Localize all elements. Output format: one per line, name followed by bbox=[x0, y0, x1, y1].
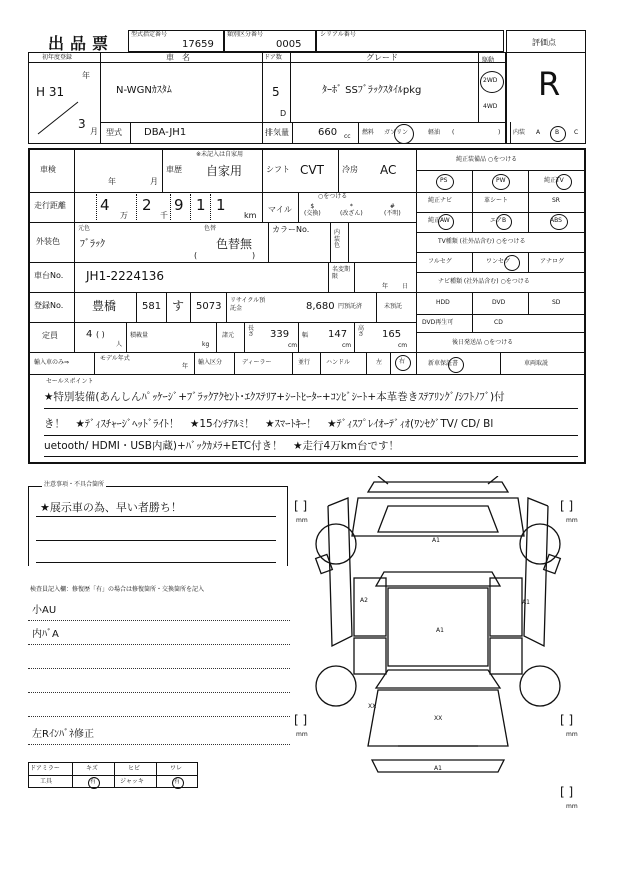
capacity: 4 bbox=[86, 329, 93, 340]
parallel: 並行 bbox=[298, 359, 311, 366]
first-reg-era: H 31 bbox=[36, 85, 65, 99]
mm-rear: mm bbox=[566, 803, 578, 810]
chassis: JH1-2224136 bbox=[86, 269, 164, 283]
score-label: 評価点 bbox=[532, 38, 556, 47]
name-label: 車 名 bbox=[166, 53, 190, 62]
swap-hint: ○をつける bbox=[318, 193, 348, 200]
mileage-d1: 4 bbox=[100, 196, 110, 214]
mile-label: マイル bbox=[268, 205, 292, 214]
kg-unit: kg bbox=[202, 341, 210, 348]
orig-color: ﾌﾞﾗｯｸ bbox=[80, 239, 105, 250]
reg-kana: す bbox=[172, 299, 185, 313]
first-reg-month-unit: 月 bbox=[90, 127, 98, 136]
mileage-label: 走行距離 bbox=[34, 201, 66, 210]
name-change-label: 名変期限 bbox=[332, 266, 351, 281]
grade-label: グレード bbox=[366, 53, 398, 62]
repaint-label: 色替 bbox=[204, 225, 217, 232]
inspection-label: 車検 bbox=[40, 165, 56, 174]
mileage-d3: 9 bbox=[174, 196, 184, 214]
bt-tool: 工具 bbox=[40, 778, 53, 785]
mm-bottom-right: mm bbox=[566, 731, 578, 738]
first-reg-year-unit: 年 bbox=[82, 71, 90, 80]
wid: 147 bbox=[328, 329, 348, 340]
interior-b: B bbox=[555, 129, 560, 136]
mark-left-door: A2 bbox=[360, 597, 368, 604]
fuel-label: 燃料 bbox=[362, 129, 375, 136]
cc: 660 bbox=[318, 127, 338, 138]
eq-sr: SR bbox=[552, 197, 560, 204]
bracket-top-right: [ ] bbox=[560, 499, 574, 513]
mileage-d2: 2 bbox=[142, 196, 152, 214]
shift: CVT bbox=[300, 163, 324, 177]
class-no: 0005 bbox=[276, 39, 302, 50]
bt-jack-val: 有 bbox=[174, 778, 181, 785]
doors-type: D bbox=[280, 109, 287, 118]
mm-bottom-left: mm bbox=[296, 731, 308, 738]
serial-label: シリアル番号 bbox=[320, 31, 356, 38]
tv-oneseg: ワンセグ bbox=[486, 258, 511, 265]
cc-unit: cc bbox=[344, 133, 351, 140]
tv-oneseg-circle bbox=[504, 255, 520, 271]
tv-fullseg: フルセグ bbox=[428, 258, 452, 265]
swap-exchange: $ (交換) bbox=[304, 203, 321, 218]
inspection-year-unit: 年 bbox=[108, 177, 116, 186]
mark-right-door: A1 bbox=[522, 599, 530, 606]
mileage-d5: 1 bbox=[216, 196, 226, 214]
hgt-unit: cm bbox=[398, 342, 408, 349]
import-cat-label: 輸入区分 bbox=[198, 359, 223, 366]
ac-label: 冷房 bbox=[342, 165, 358, 174]
history-note: ※未記入は自家用 bbox=[196, 151, 244, 158]
len: 339 bbox=[270, 329, 290, 340]
interior-label: 内装 bbox=[513, 129, 526, 136]
orig-color-label: 元色 bbox=[78, 225, 91, 232]
eq-aw-circle bbox=[438, 214, 454, 230]
capacity-paren: ( ) bbox=[96, 330, 105, 339]
page-title: 出品票 bbox=[48, 34, 115, 53]
mm-top-left: mm bbox=[296, 517, 308, 524]
fuel-light: 軽油 bbox=[428, 129, 441, 136]
bt-scratch: キズ bbox=[86, 765, 98, 772]
navi-cd: CD bbox=[494, 319, 503, 326]
drive-2wd: 2WD bbox=[483, 77, 498, 84]
eq-ps: PS bbox=[440, 177, 448, 184]
navi-hdd: HDD bbox=[436, 299, 450, 306]
color-label: 外装色 bbox=[36, 237, 60, 246]
shift-label: シフト bbox=[266, 165, 290, 174]
navi-title: ナビ種類 (社外品含む) ○をつける bbox=[438, 278, 530, 285]
mm-top-right: mm bbox=[566, 517, 578, 524]
load-label: 積載量 bbox=[130, 332, 149, 339]
reg-city: 豊橋 bbox=[92, 299, 117, 313]
mileage-km: km bbox=[244, 211, 257, 220]
eq-abs-circle bbox=[550, 214, 568, 230]
reg-num: 5073 bbox=[196, 301, 222, 312]
eq-abs: ABS bbox=[550, 217, 562, 224]
len-unit: cm bbox=[288, 342, 298, 349]
bt-door-mirror: ドアミラー bbox=[30, 765, 60, 772]
name-change-day: 日 bbox=[402, 283, 409, 290]
bracket-bottom-right: [ ] bbox=[560, 713, 574, 727]
eq-pw-circle bbox=[492, 174, 510, 190]
dims-label: 諸元 bbox=[222, 332, 235, 339]
repaint-paren-open: ( bbox=[194, 251, 198, 260]
chassis-label: 車台No. bbox=[34, 271, 64, 280]
sales-line-1: ★特別装備(あんしんﾊﾟｯｹｰｼﾞ+ﾌﾞﾗｯｸｱｸｾﾝﾄ･ｴｸｽﾃﾘｱ+ｼｰﾄﾋｰﾀｰ+ｺﾝﾋﾞｼｰﾄ+本革巻きｽﾃｱﾘﾝｸﾞ/ｼﾌﾄﾉﾌﾞ)付 bbox=[44, 391, 505, 403]
interior-a: A bbox=[536, 129, 541, 136]
mark-hood: A1 bbox=[432, 537, 440, 544]
recycle-status: 円預託済 bbox=[338, 303, 363, 310]
first-reg-slash bbox=[34, 100, 80, 136]
bt-jack: ジャッキ bbox=[120, 778, 144, 785]
eq-airbag-circle bbox=[496, 214, 512, 230]
wid-unit: cm bbox=[342, 342, 352, 349]
history-label: 車歴 bbox=[166, 165, 182, 174]
later-title: 後日発送品 ○をつける bbox=[452, 339, 514, 346]
mileage-d4: 1 bbox=[196, 196, 206, 214]
reg-class: 581 bbox=[142, 301, 162, 312]
handle-label: ハンドル bbox=[326, 359, 351, 366]
ac: AC bbox=[380, 163, 397, 177]
first-reg-month: 3 bbox=[78, 117, 86, 131]
bt-broken: ワレ bbox=[170, 765, 183, 772]
later-warranty-circle bbox=[448, 357, 464, 373]
recycle: 8,680 bbox=[306, 301, 335, 312]
navi-dvd-play: DVD再生可 bbox=[422, 319, 454, 326]
bracket-bottom-left: [ ] bbox=[294, 713, 308, 727]
notes-label: 注意事項・不具合箇所 bbox=[44, 481, 105, 488]
class-no-label: 類別区分番号 bbox=[227, 31, 264, 38]
inspector-line-1: 小AU bbox=[32, 605, 57, 616]
inspector-line-5: 左Rｲﾝﾊﾞﾈ修正 bbox=[32, 729, 94, 740]
len-label: 長さ bbox=[248, 325, 255, 338]
color-no-label: カラーNo. bbox=[272, 225, 310, 234]
grade: ﾀｰﾎﾞ SSﾌﾞﾗｯｸｽﾀｲﾙpkg bbox=[322, 85, 422, 96]
mileage-sen: 千 bbox=[160, 211, 168, 220]
eq-pw: PW bbox=[496, 177, 506, 184]
wid-label: 幅 bbox=[302, 332, 309, 339]
dealer: ディーラー bbox=[242, 359, 272, 366]
bt-crack: ヒビ bbox=[128, 765, 141, 772]
mark-roof: A1 bbox=[436, 627, 444, 634]
eq-genuine-navi: 純正ナビ bbox=[428, 197, 453, 204]
later-manual: 車両取説 bbox=[524, 360, 549, 367]
navi-sd: SD bbox=[552, 299, 561, 306]
name-change-year-unit: 年 bbox=[382, 283, 389, 290]
reg-label: 登録No. bbox=[34, 301, 64, 310]
navi-dvd: DVD bbox=[492, 299, 506, 306]
inspector-label: 検査員記入欄：修復歴「有」の場合は修復箇所・交換箇所を記入 bbox=[30, 586, 205, 593]
bracket-rear: [ ] bbox=[560, 785, 574, 799]
swap-tamper: * (改ざん) bbox=[340, 203, 363, 218]
handle-left: 左 bbox=[376, 359, 383, 366]
import-only: 輸入車のみ⇒ bbox=[34, 359, 70, 366]
cc-label: 排気量 bbox=[265, 128, 289, 137]
genuine-title: 純正装備品 ○をつける bbox=[456, 156, 518, 163]
model: DBA-JH1 bbox=[144, 127, 187, 138]
tv-analog: アナログ bbox=[540, 258, 565, 265]
model-label: 型式 bbox=[106, 128, 122, 137]
hgt: 165 bbox=[382, 329, 402, 340]
mark-rear-bumper: A1 bbox=[434, 765, 442, 772]
type-no: 17659 bbox=[182, 39, 214, 50]
fuel-paren-close: ) bbox=[498, 129, 501, 136]
mileage-man: 万 bbox=[120, 211, 128, 220]
recycle-label: リサイクル預託金 bbox=[230, 297, 266, 312]
model-year-unit: 年 bbox=[182, 363, 189, 370]
inspector-line-2: 内ﾊﾞA bbox=[32, 629, 59, 640]
notes-bracket bbox=[28, 486, 288, 566]
doors-label: ドア数 bbox=[264, 54, 282, 61]
score-value: R bbox=[538, 65, 561, 103]
eq-ps-circle bbox=[436, 174, 454, 190]
drive-label: 駆動 bbox=[482, 57, 495, 64]
eq-genuine-tv-circle bbox=[556, 174, 572, 190]
notes-text: ★展示車の為、早い者勝ち！ bbox=[40, 501, 182, 514]
mark-left-rear: XX bbox=[368, 703, 377, 710]
model-year-label: モデル年式 bbox=[100, 355, 130, 362]
type-no-label: 型式指定番号 bbox=[131, 31, 168, 38]
eq-airbag: エアB bbox=[490, 217, 507, 224]
eq-leather: 革シート bbox=[484, 197, 509, 204]
first-reg-label: 初年度登録 bbox=[42, 54, 73, 61]
interior-c: C bbox=[574, 129, 579, 136]
handle-right: 右 bbox=[399, 358, 406, 365]
hgt-label: 高さ bbox=[358, 325, 365, 338]
interior-color-label: 内装色 bbox=[334, 229, 341, 250]
drive-4wd: 4WD bbox=[483, 103, 498, 110]
sales-line-2: き！ ★ﾃﾞｨｽﾁｬｰｼﾞﾍｯﾄﾞﾗｲﾄ！ ★15ｲﾝﾁｱﾙﾐ！ ★ｽﾏｰﾄｷｰ！ ★ﾃﾞｨｽﾌﾟﾚｲｵｰﾃﾞｨｵ(ﾜﾝｾｸﾞTV/ CD/ Bl bbox=[44, 418, 494, 430]
bt-tool-val: 有 bbox=[90, 778, 97, 785]
bracket-top-left: [ ] bbox=[294, 499, 308, 513]
mark-trunk: XX bbox=[434, 715, 443, 722]
sales-label: セールスポイント bbox=[46, 378, 94, 385]
later-warranty: 新車保証書 bbox=[428, 360, 459, 367]
car-diagram bbox=[288, 476, 588, 806]
history: 自家用 bbox=[206, 164, 243, 178]
capacity-label: 定員 bbox=[42, 331, 58, 340]
recycle-unpaid: 未預託 bbox=[384, 303, 403, 310]
sales-line-3: uetooth/ HDMI・USB内蔵)+ﾊﾞｯｸｶﾒﾗ+ETC付き！ ★走行4万km台です！ bbox=[44, 440, 400, 452]
repaint: 色替無 bbox=[216, 237, 253, 251]
doors: 5 bbox=[272, 85, 280, 99]
swap-unknown: # (不明) bbox=[384, 203, 401, 218]
eq-genuine-tv: 純正TV bbox=[544, 177, 564, 184]
person-unit: 人 bbox=[116, 341, 123, 348]
eq-genuine-aw: 純正AW bbox=[428, 217, 450, 224]
repaint-paren-close: ) bbox=[252, 251, 256, 260]
fuel-gas-circle bbox=[394, 124, 414, 144]
car-name: N-WGNｶｽﾀﾑ bbox=[116, 85, 172, 96]
fuel-gas: ガソリン bbox=[384, 129, 409, 136]
inspection-month-unit: 月 bbox=[150, 177, 158, 186]
fuel-paren-open: ( bbox=[452, 129, 455, 136]
tv-title: TV種類 (社外品含む) ○をつける bbox=[438, 238, 526, 245]
